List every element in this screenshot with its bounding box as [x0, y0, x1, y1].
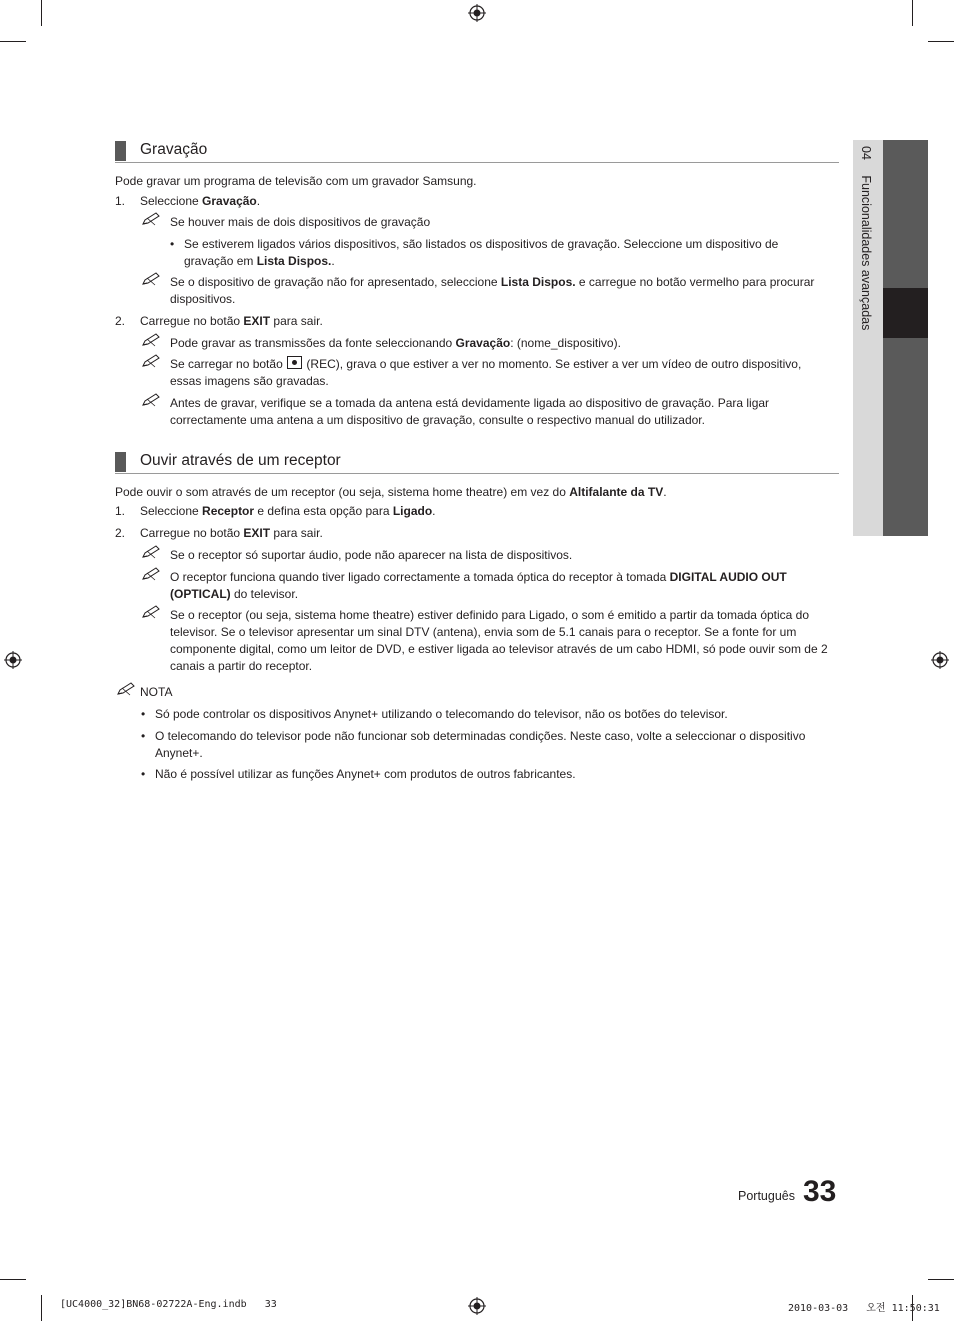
section-title: Gravação — [140, 141, 208, 158]
chapter-tab-active-marker — [883, 288, 928, 338]
note-text: Se carregar no botão (REC), grava o que estiver a ver no momento. Se estiver a ver um vídeo de outro dispositivo, essas imagens são gravadas. — [170, 357, 802, 388]
crop-mark — [928, 1279, 954, 1280]
nota-bullet-text: Não é possível utilizar as funções Anynet+ com produtos de outros fabricantes. — [155, 767, 576, 781]
note-pencil-icon — [141, 212, 161, 226]
intro-text: Pode ouvir o som através de um receptor (ou seja, sistema home theatre) em vez do Altifalante da TV. — [115, 485, 667, 499]
chapter-title: Funcionalidades avançadas — [859, 175, 873, 331]
note-pencil-icon — [141, 272, 161, 286]
step-number: 1. — [115, 194, 126, 208]
crop-mark — [912, 0, 913, 26]
bullet-dot: • — [170, 237, 175, 251]
note-text: Se o receptor só suportar áudio, pode não aparecer na lista de dispositivos. — [170, 548, 573, 562]
heading-bar — [115, 141, 126, 161]
print-slug-date: 2010-03-03 오전 11:50:31 — [788, 1303, 940, 1314]
registration-target-icon — [4, 651, 22, 669]
nota-label: NOTA — [140, 685, 173, 699]
note-pencil-icon — [141, 354, 161, 368]
step-text: Seleccione Gravação. — [140, 194, 261, 208]
crop-mark — [928, 41, 954, 42]
note-pencil-icon — [141, 567, 161, 581]
footer-language: Português — [738, 1189, 795, 1203]
nota-bullet-text: Só pode controlar os dispositivos Anynet+ utilizando o telecomando do televisor, não os botões do televisor. — [155, 707, 728, 721]
step-number: 1. — [115, 504, 126, 518]
note-pencil-icon — [141, 605, 161, 619]
intro-text: Pode gravar um programa de televisão com um gravador Samsung. — [115, 174, 477, 188]
print-slug-file: [UC4000_32]BN68-02722A-Eng.indb 33 — [60, 1299, 277, 1310]
rec-button-icon — [287, 356, 302, 369]
heading-bar — [115, 452, 126, 472]
note-text: Se o dispositivo de gravação não for apresentado, seleccione Lista Dispos. e carregue no botão vermelho para procurar dispositivos. — [170, 275, 815, 306]
registration-target-icon — [931, 651, 949, 669]
crop-mark — [41, 0, 42, 26]
bullet-text: Se estiverem ligados vários dispositivos, são listados os dispositivos de gravação. Seleccione um dispositivo de gravação em Lista Dispos.. — [184, 237, 779, 268]
step-text: Seleccione Receptor e defina esta opção para Ligado. — [140, 504, 436, 518]
note-text: O receptor funciona quando tiver ligado correctamente a tomada óptica do receptor à tomada DIGITAL AUDIO OUT (OPTICAL) do televisor. — [170, 570, 787, 601]
registration-target-icon — [468, 1297, 486, 1315]
crop-mark — [0, 41, 26, 42]
section-heading-receptor — [115, 451, 839, 474]
bullet-dot: • — [141, 707, 146, 721]
bullet-dot: • — [141, 767, 146, 781]
nota-bullet-text: O telecomando do televisor pode não funcionar sob determinadas condições. Neste caso, volte a seleccionar o dispositivo Anynet+. — [155, 729, 806, 760]
chapter-number: 04 — [859, 146, 873, 160]
registration-target-icon — [468, 4, 486, 22]
step-number: 2. — [115, 314, 126, 328]
note-text: Se o receptor (ou seja, sistema home theatre) estiver definido para Ligado, o som é emitido a partir da tomada óptica do televisor. Se o televisor apresentar um sinal DTV (antena), envia som de 5.1 canais para o receptor. Se a fonte for um componente digital, como um leitor de DVD, e estiver ligada ao televisor através de um cabo HDMI, só pode ouvir som de 2 canais a partir do receptor. — [170, 608, 828, 673]
section-title: Ouvir através de um receptor — [140, 452, 341, 469]
note-pencil-icon — [116, 682, 136, 696]
note-text: Antes de gravar, verifique se a tomada da antena está devidamente ligada ao dispositivo de gravação. Para ligar correctamente uma antena a um dispositivo de gravação, consulte o respectivo manual do utilizador. — [170, 396, 770, 427]
note-pencil-icon — [141, 393, 161, 407]
page-number: 33 — [803, 1175, 837, 1208]
crop-mark — [0, 1279, 26, 1280]
step-text: Carregue no botão EXIT para sair. — [140, 314, 323, 328]
note-pencil-icon — [141, 333, 161, 347]
section-heading-gravacao — [115, 140, 839, 163]
note-pencil-icon — [141, 545, 161, 559]
note-text: Se houver mais de dois dispositivos de gravação — [170, 215, 431, 229]
bullet-dot: • — [141, 729, 146, 743]
chapter-tab-segment — [883, 140, 928, 288]
step-text: Carregue no botão EXIT para sair. — [140, 526, 323, 540]
step-number: 2. — [115, 526, 126, 540]
chapter-tab-label — [859, 146, 873, 330]
chapter-tab-segment — [883, 338, 928, 536]
crop-mark — [41, 1295, 42, 1321]
note-text: Pode gravar as transmissões da fonte seleccionando Gravação: (nome_dispositivo). — [170, 336, 621, 350]
